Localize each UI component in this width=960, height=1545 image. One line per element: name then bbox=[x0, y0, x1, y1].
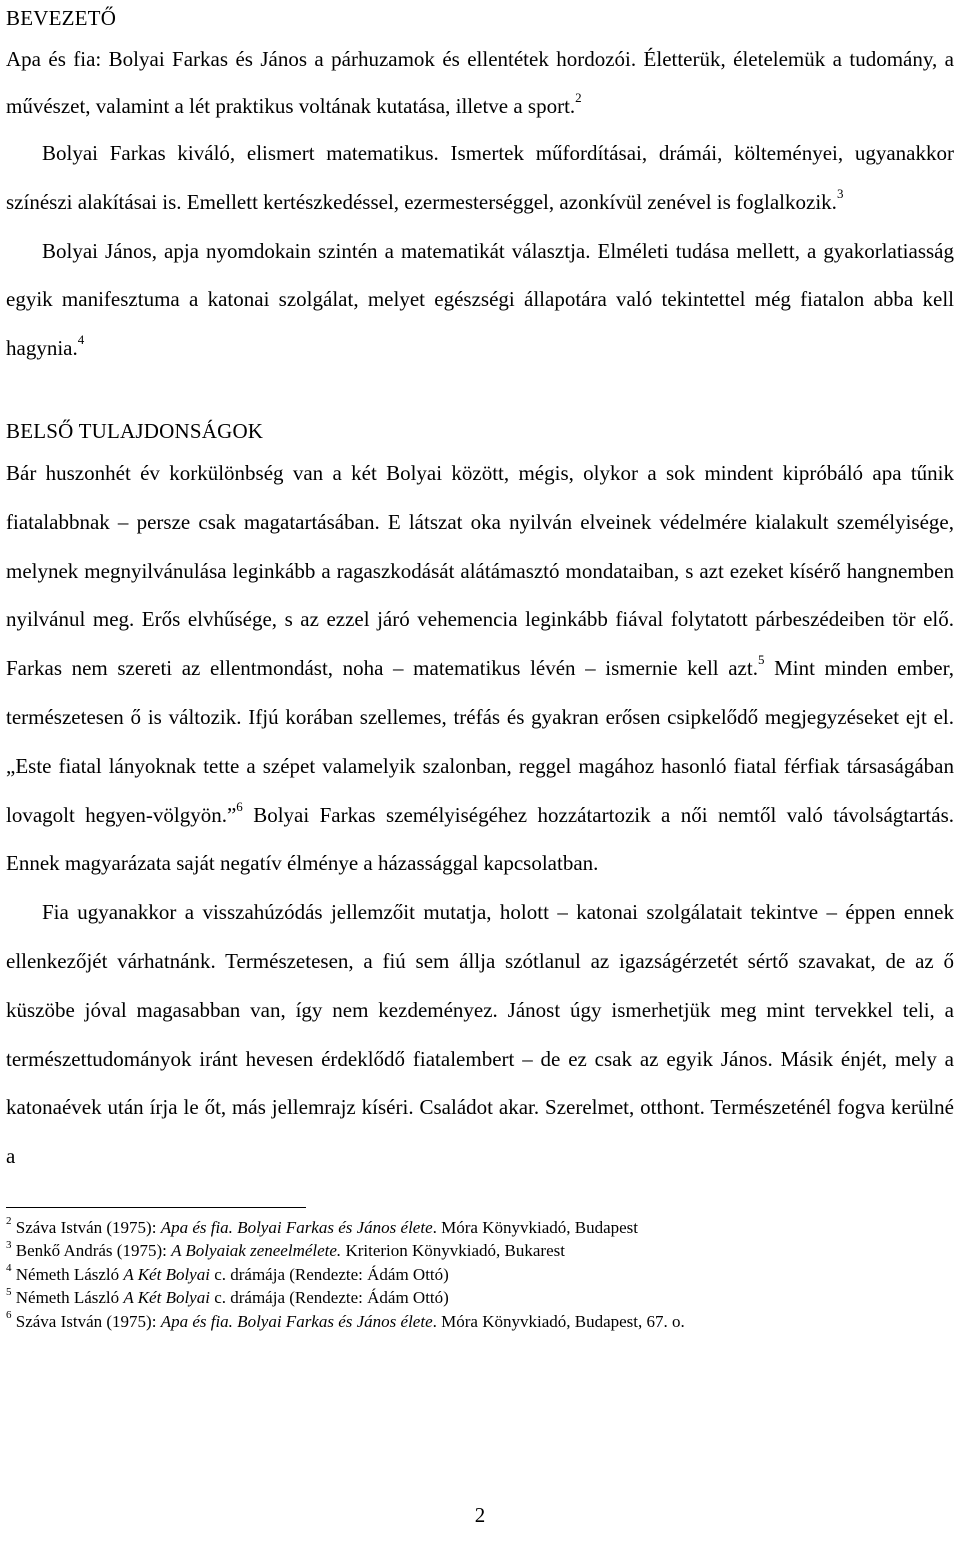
paragraph-qualities-1: Bár huszonhét év korkülönbség van a két Bolyai között, mégis, olykor a sok mindent kipróbáló apa tűnik fiatalabbnak – persze csak magatartásában. E látszat oka nyilván elveinek védelmére kialakult személyisége, melynek megnyilvánulása leginkább a ragaszkodását alátámasztó mondataiban, s azt ezeket kísérő hangnemben nyilvánul meg. Erős elvhűsége, s az ezzel járó vehemencia leginkább fiával folytatott párbeszédeiben tör elő. Farkas nem szereti az ellentmondást, noha – matematikus lévén – ismernie kell azt.$^5$ Mint minden ember, természetesen ő is változik. Ifjú korában szellemes, tréfás és gyakran erősen csipkelődő megjegyzéseket ejt el. „Este fiatal lányoknak tette a szépet valamelyik szalonban, reggel magához hasonló fiatal férfiak társaságában lovagolt hegyen-völgyön.”$^6$ Bolyai Farkas személyiségéhez hozzátartozik a női nemtől való távolságtartás. Ennek magyarázata saját negatív élménye a házassággal kapcsolatban. bbox=[6, 460, 954, 876]
footnote-ref-2[interactable]: 2 bbox=[575, 89, 582, 105]
footnote-ref-3[interactable]: 3 bbox=[836, 185, 844, 201]
paragraph-intro-3: Bolyai János, apja nyomdokain szintén a matematikát választja. Elméleti tudása mellett, a gyakorlatiasság egyik manifesztuma a katonai szolgálat, melyet egészségi állapotára való tekintettel még fiatalon abba kell hagynia.$^4$ bbox=[6, 238, 954, 361]
paragraph-intro-1: Apa és fia: Bolyai Farkas és János a párhuzamok és ellentétek hordozói. Életterük, életelemük a tudomány, a művészet, valamint a lét praktikus voltának kutatása, illetve a sport.$^2$ bbox=[6, 47, 954, 118]
footnote-5: $^5$ Németh László A Két Bolyai c. drámája (Rendezte: Ádám Ottó) bbox=[6, 1285, 449, 1308]
paragraph-qualities-2: Fia ugyanakkor a visszahúzódás jellemzőit mutatja, holott – katonai szolgálatait tekintve – éppen ennek ellenkezőjét várhatnánk. Természetesen, a fiú sem állja szótlanul az igazságérzetét sértő szavakat, de az ő küszöbe jóval magasabban van, így nem kezdeményez. Jánost úgy ismerhetjük meg mint tervekkel teli, a természettudományok iránt hevesen érdeklődő fiatalembert – de ez csak az egyik János. Másik énjét, mely a katonaévek után írja le őt, más jellemrajz kíséri. Családot akar. Szerelmet, otthont. Természeténél fogva kerülné a bbox=[6, 900, 954, 1169]
paragraph-intro-2: Bolyai Farkas kiváló, elismert matematikus. Ismertek műfordításai, drámái, költeményei, ugyanakkor színészi alakításai is. Emellett kertészkedéssel, ezermesterséggel, azonkívül zenével is foglalkozik.$^3$ bbox=[6, 141, 954, 214]
footnote-separator bbox=[6, 1207, 306, 1208]
section-heading-introduction: BEVEZETŐ bbox=[6, 6, 117, 30]
footnotes bbox=[6, 1216, 954, 1334]
footnote-3: $^3$ Benkő András (1975): A Bolyaiak zeneelmélete. Kriterion Könyvkiadó, Bukarest bbox=[6, 1238, 565, 1261]
section-heading-inner-qualities: BELSŐ TULAJDONSÁGOK bbox=[6, 418, 264, 443]
footnote-ref-4[interactable]: 4 bbox=[77, 332, 85, 348]
footnote-ref-6[interactable]: 6 bbox=[236, 798, 243, 814]
footnote-6: $^6$ Száva István (1975): Apa és fia. Bolyai Farkas és János élete. Móra Könyvkiadó, Budapest, 67. o. bbox=[6, 1309, 685, 1331]
footnote-4: $^4$ Németh László A Két Bolyai c. drámája (Rendezte: Ádám Ottó) bbox=[6, 1262, 449, 1284]
document-page bbox=[6, 0, 954, 1333]
footnote-ref-5[interactable]: 5 bbox=[757, 652, 765, 668]
footnote-2: $^2$ Száva István (1975): Apa és fia. Bolyai Farkas és János élete. Móra Könyvkiadó, Budapest bbox=[6, 1215, 639, 1237]
page-number: 2 bbox=[474, 1503, 486, 1527]
